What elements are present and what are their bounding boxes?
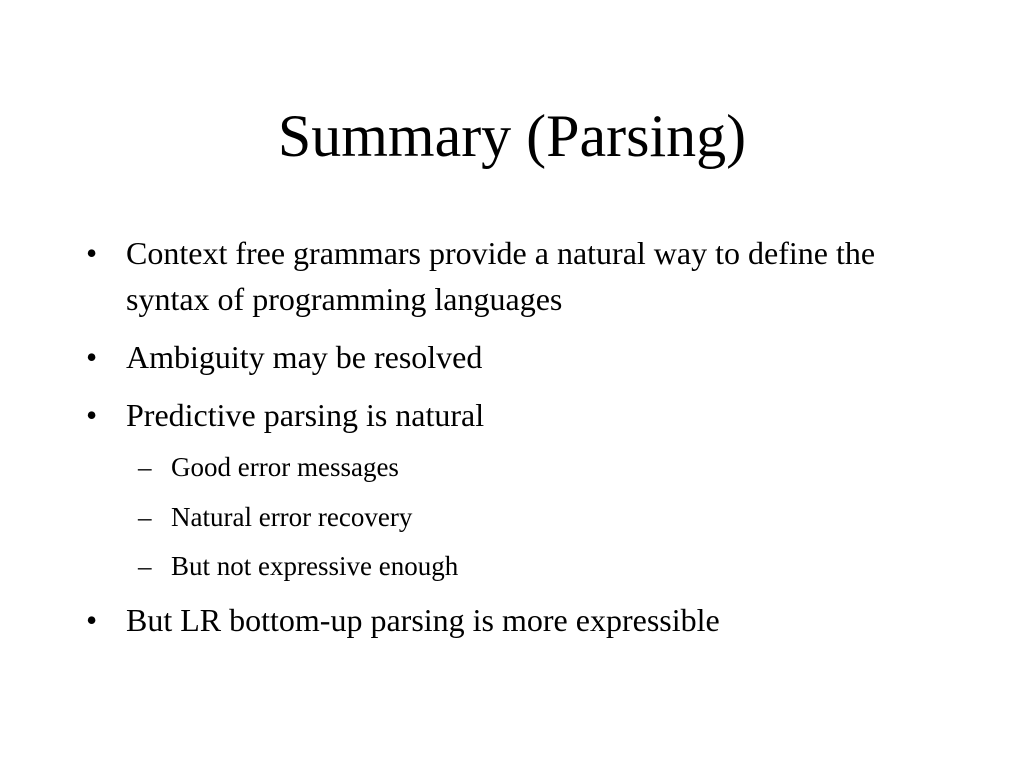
bullet-marker: • [86, 397, 98, 433]
bullet-item [86, 230, 906, 322]
sub-bullet-text: Natural error recovery [171, 502, 413, 532]
sub-bullet-marker: – [138, 551, 152, 581]
sub-bullet-marker: – [138, 452, 152, 482]
sub-bullet-text: But not expressive enough [171, 551, 459, 581]
bullet-text: Predictive parsing is natural [126, 397, 485, 433]
bullet-item [86, 392, 906, 438]
bullet-marker: • [86, 339, 98, 375]
sub-bullet-item [138, 498, 838, 536]
bullet-item [86, 334, 906, 380]
bullet-marker: • [86, 235, 98, 271]
bullet-item [86, 597, 906, 643]
bullet-text: Context free grammars provide a natural way to define the syntax of programming languages [126, 235, 876, 317]
bullet-text: Ambiguity may be resolved [126, 339, 483, 375]
bullet-marker: • [86, 602, 98, 638]
sub-bullet-marker: – [138, 502, 152, 532]
sub-bullet-item [138, 448, 838, 486]
bullet-text: But LR bottom-up parsing is more expressible [126, 602, 720, 638]
slide-title: Summary (Parsing) [277, 103, 747, 169]
sub-bullet-text: Good error messages [171, 452, 399, 482]
sub-bullet-item [138, 547, 838, 585]
